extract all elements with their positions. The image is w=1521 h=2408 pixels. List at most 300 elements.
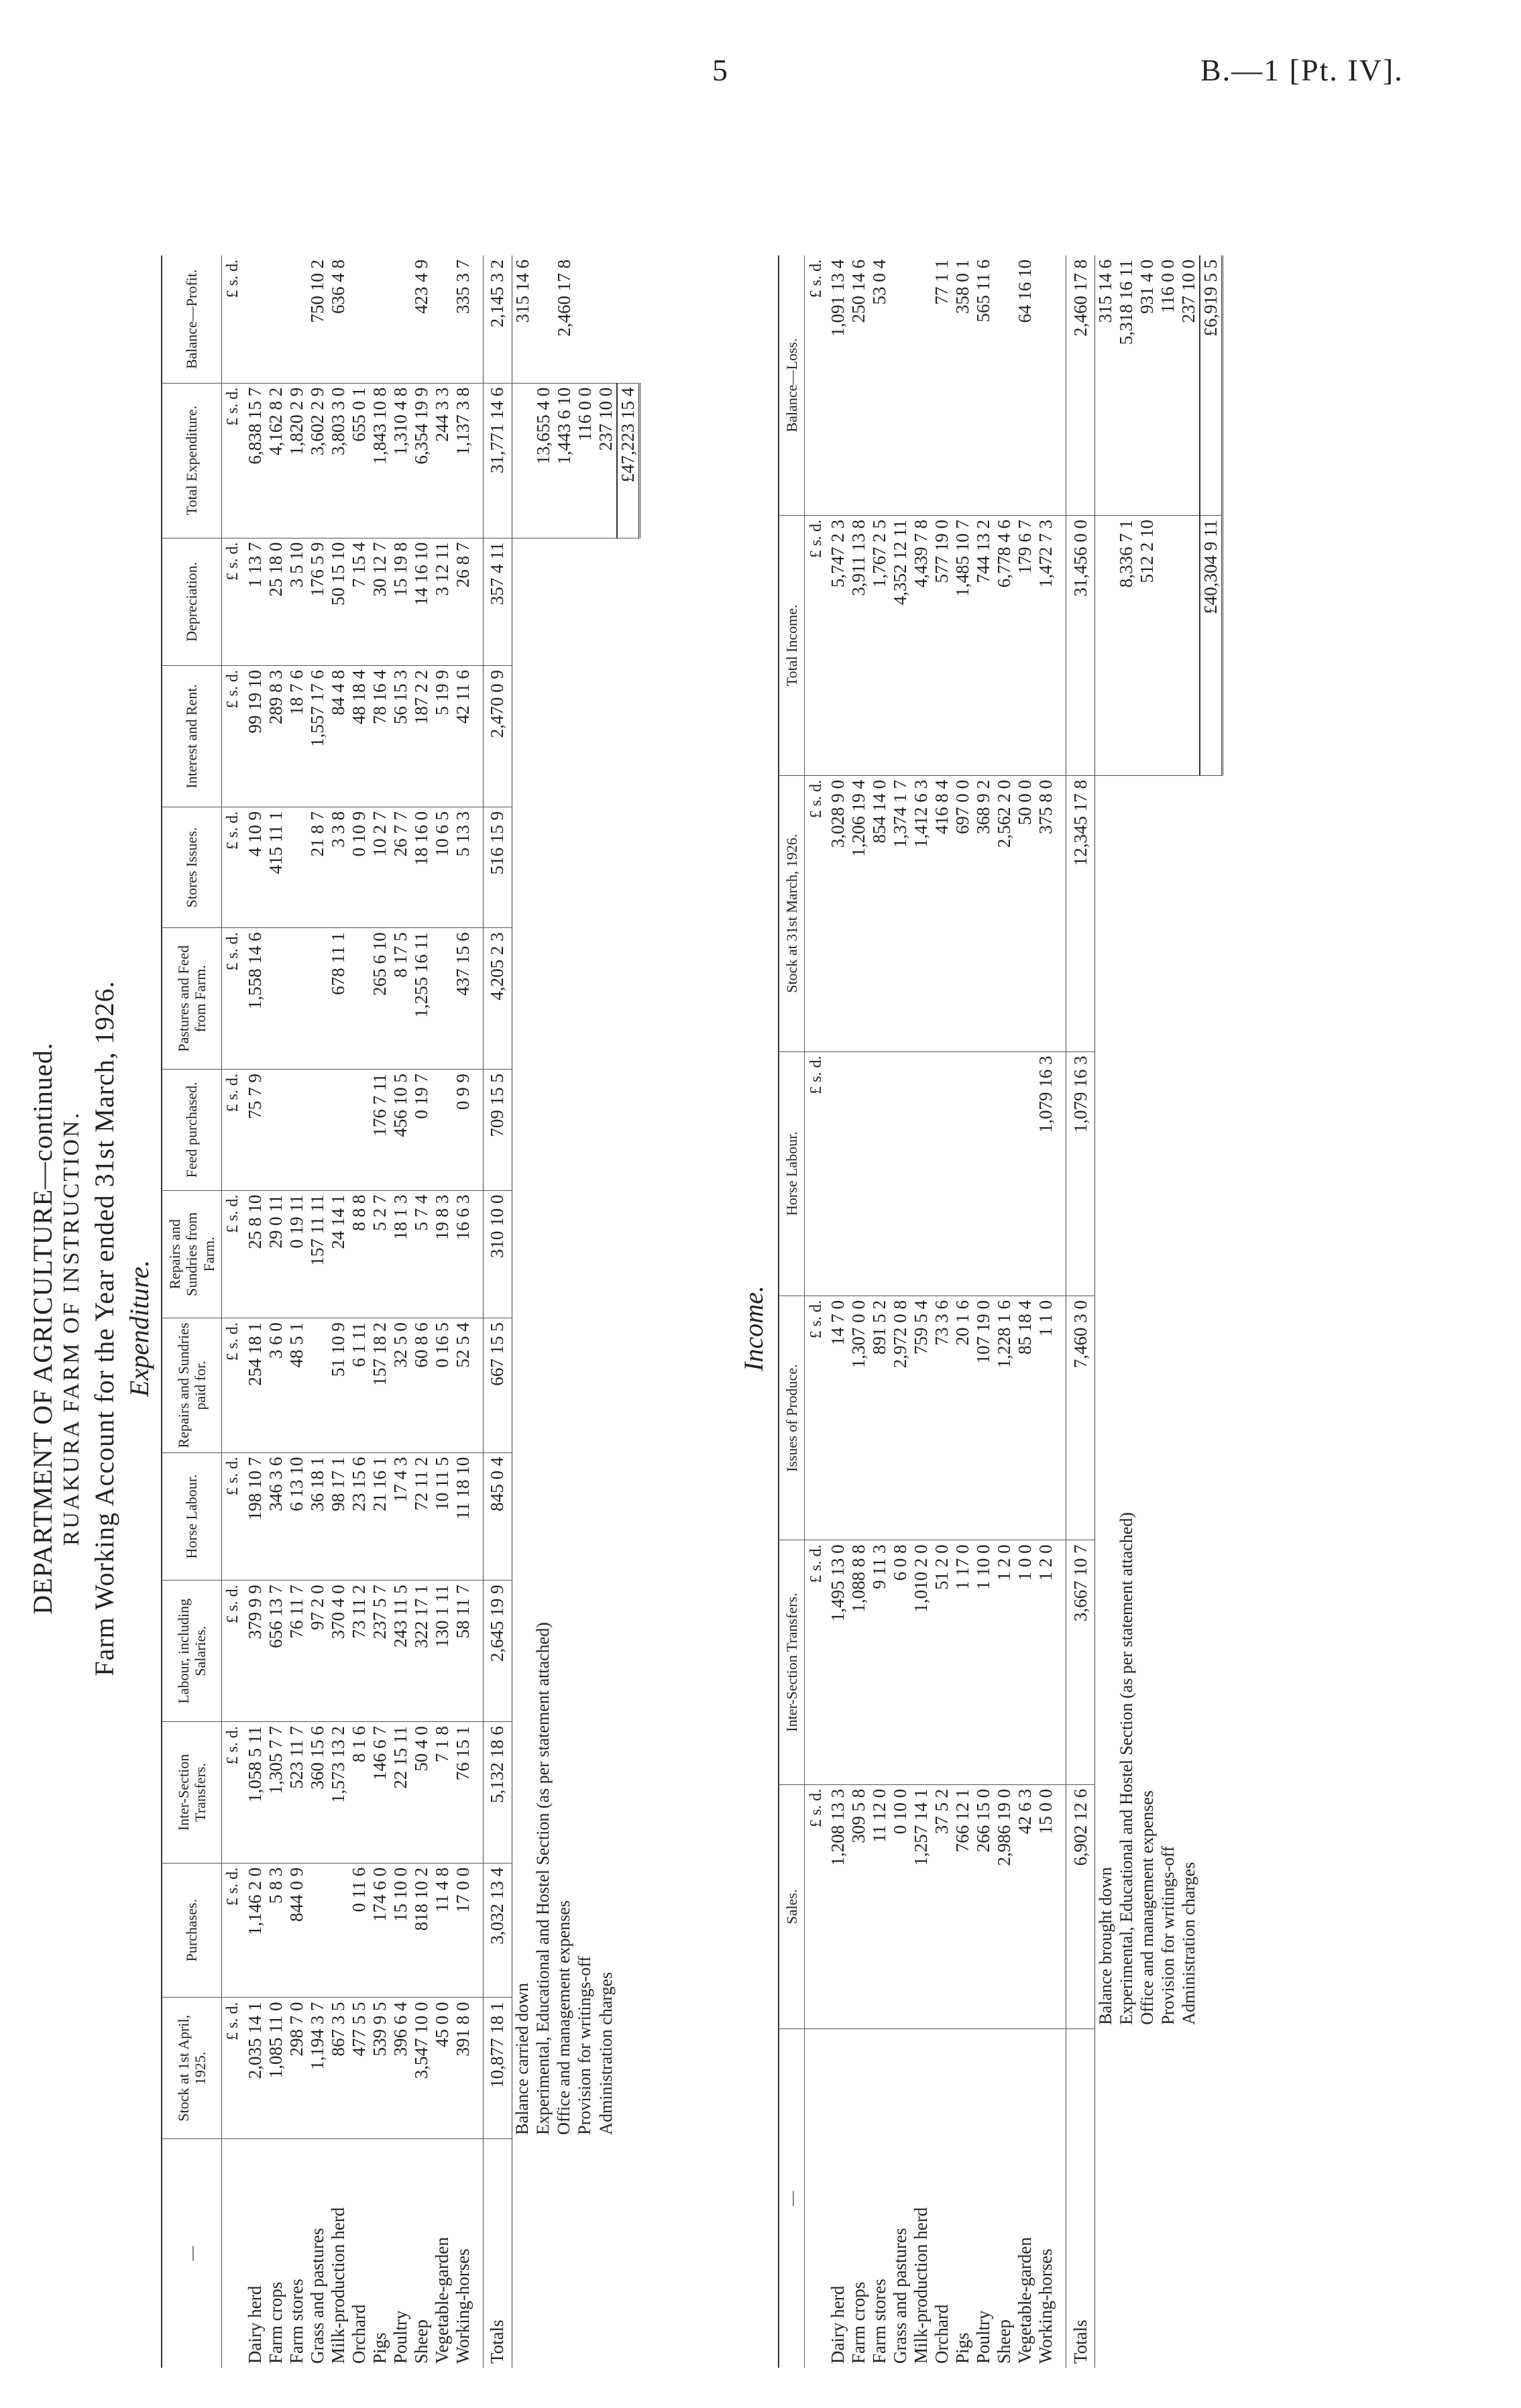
amount-cell: 17 4 3 [390,1452,411,1581]
column-header: Depreciation. [162,538,221,666]
summary-label: Office and management expenses [1137,1790,1157,2025]
amount-cell: 1,472 7 3 [1035,515,1056,775]
amount-cell: 2,986 19 0 [994,1784,1015,2028]
amount-cell: 53 0 4 [869,255,890,515]
amount-cell: 358 0 1 [952,255,973,515]
row-label: Vegetable-garden [1015,2237,1035,2364]
amount-cell: 375 8 0 [1035,775,1056,1051]
row-label: Vegetable-garden [431,2237,452,2364]
amount-cell [349,255,370,383]
total-cell: 12,345 17 8 [1066,775,1095,1051]
amount-cell: 17 0 0 [453,1863,473,1998]
amount-cell: 415 11 1 [266,807,286,927]
unit-cell: £ s. d. [221,1722,245,1864]
grand-total-row [617,255,640,2368]
amount-cell: 19 8 3 [432,1190,453,1318]
amount-cell [1035,255,1056,515]
row-label: Dairy herd [828,2285,848,2364]
amount-cell [828,1051,848,1296]
amount-cell: 289 8 3 [266,666,286,807]
table-row [848,255,869,2368]
account-title: Farm Working Account for the Year ended 31st March, 1926. [89,980,119,1676]
amount-cell: 370 4 0 [328,1581,349,1722]
amount-cell: 42 11 6 [453,666,473,807]
amount-cell: 1,557 17 6 [307,666,328,807]
amount-cell: 265 6 10 [370,928,390,1070]
amount-cell: 56 15 3 [390,666,411,807]
column-header: Stock at 31st March, 1926. [779,775,805,1051]
grand-total-income: £40,304 9 11 [1200,515,1223,775]
row-label: Farm crops [848,2281,869,2364]
amount-cell [286,928,307,1070]
unit-cell: £ s. d. [805,515,828,775]
table-row [828,255,848,2368]
amount-cell: 73 11 2 [349,1581,370,1722]
expenditure-table [161,255,640,2368]
farm-title: RUAKURA FARM OF INSTRUCTION. [59,1110,84,1546]
summary-label: Balance carried down [512,1983,532,2135]
unit-cell: £ s. d. [805,255,828,515]
amount-cell: 1,558 14 6 [245,928,266,1070]
amount-cell: 0 10 0 [890,1784,911,2028]
amount-cell: 1,206 19 4 [848,775,869,1051]
amount-cell: 97 2 0 [307,1581,328,1722]
amount-cell: 391 8 0 [453,1998,473,2139]
amount-cell: 1,412 6 3 [911,775,932,1051]
amount-cell: 11 12 0 [869,1784,890,2028]
table-row [973,255,994,2368]
summary-amount: 116 0 0 [1158,255,1178,515]
row-label: Orchard [932,2304,952,2364]
amount-cell: 20 1 6 [952,1296,973,1540]
row-label: Farm stores [869,2279,890,2364]
summary-label: Administration charges [1179,1861,1199,2025]
amount-cell: 577 19 0 [932,515,952,775]
amount-cell: 2,972 0 8 [890,1296,911,1540]
row-label: Orchard [348,2304,369,2364]
table-row [328,255,349,2368]
table-row [349,255,370,2368]
amount-cell: 42 6 3 [1015,1784,1035,2028]
amount-cell: 4,352 12 11 [890,515,911,775]
amount-cell: 22 15 11 [390,1722,411,1864]
amount-cell: 818 10 2 [411,1863,432,1998]
amount-cell: 48 5 1 [286,1318,307,1453]
amount-cell: 243 11 5 [390,1581,411,1722]
amount-cell: 75 7 9 [245,1070,266,1190]
column-header: Repairs and Sundries from Farm. [162,1190,221,1318]
column-header: Pastures and Feed from Farm. [162,928,221,1070]
amount-cell: 565 11 6 [973,255,994,515]
amount-cell: 77 1 1 [932,255,952,515]
amount-cell: 26 8 7 [453,538,473,666]
page-number: 5 [712,53,728,87]
amount-cell: 14 7 0 [828,1296,848,1540]
amount-cell: 3 6 0 [266,1318,286,1453]
amount-cell: 85 18 4 [1015,1296,1035,1540]
amount-cell: 146 6 7 [370,1722,390,1864]
column-header: Inter-Section Transfers. [162,1722,221,1864]
summary-label: Balance brought down [1095,1867,1115,2025]
amount-cell: 8 17 5 [390,928,411,1070]
amount-cell [307,1863,328,1998]
amount-cell: 750 10 2 [307,255,328,383]
summary-row [1158,255,1178,2368]
amount-cell: 157 18 2 [370,1318,390,1453]
summary-amount [512,383,533,538]
amount-cell: 1,146 2 0 [245,1863,266,1998]
unit-cell: £ s. d. [221,1070,245,1190]
amount-cell: 1 13 7 [245,538,266,666]
amount-cell: 5 7 4 [411,1190,432,1318]
total-cell: 709 15 5 [483,1070,512,1190]
column-header: Repairs and Sundries paid for. [162,1318,221,1453]
unit-cell: £ s. d. [221,666,245,807]
amount-cell: 18 7 6 [286,666,307,807]
amount-cell: 1,843 10 8 [370,383,390,538]
total-cell: 2,460 17 8 [1066,255,1095,515]
amount-cell: 9 11 3 [869,1540,890,1784]
amount-cell: 1,307 0 0 [848,1296,869,1540]
row-label: Working-horses [1035,2248,1056,2364]
expenditure-title: Expenditure. [124,1260,154,1397]
table-row [432,255,453,2368]
amount-cell: 176 5 9 [307,538,328,666]
amount-cell: 8 1 6 [349,1722,370,1864]
table-row [266,255,286,2368]
amount-cell: 250 14 6 [848,255,869,515]
summary-amount [1095,515,1117,775]
unit-cell: £ s. d. [221,1863,245,1998]
amount-cell: 655 0 1 [349,383,370,538]
amount-cell: 99 19 10 [245,666,266,807]
amount-cell: 298 7 0 [286,1998,307,2139]
amount-cell: 437 15 6 [453,928,473,1070]
unit-cell: £ s. d. [221,255,245,383]
amount-cell [911,1051,932,1296]
column-header: — [779,2029,805,2368]
amount-cell: 1 1 0 [1035,1296,1056,1540]
amount-cell [432,255,453,383]
amount-cell [245,255,266,383]
total-cell: 3,667 10 7 [1066,1540,1095,1784]
table-row [390,255,411,2368]
unit-cell: £ s. d. [221,928,245,1070]
unit-cell: £ s. d. [805,1296,828,1540]
amount-cell: 84 4 8 [328,666,349,807]
amount-cell: 1,058 5 11 [245,1722,266,1864]
total-cell: 3,032 13 4 [483,1863,512,1998]
amount-cell [432,928,453,1070]
amount-cell: 3,547 10 0 [411,1998,432,2139]
amount-cell: 30 12 7 [370,538,390,666]
total-cell: 2,145 3 2 [483,255,512,383]
amount-cell: 759 5 4 [911,1296,932,1540]
amount-cell: 1,305 7 7 [266,1722,286,1864]
amount-cell: 1,194 3 7 [307,1998,328,2139]
amount-cell: 73 3 6 [932,1296,952,1540]
amount-cell [890,1051,911,1296]
spacer-row [1056,255,1066,2368]
unit-cell [805,2029,828,2368]
amount-cell: 130 1 11 [432,1581,453,1722]
amount-cell: 50 0 0 [1015,775,1035,1051]
unit-cell: £ s. d. [805,1784,828,2028]
amount-cell: 6,838 15 7 [245,383,266,538]
amount-cell: 72 11 2 [411,1452,432,1581]
amount-cell: 1 10 0 [973,1540,994,1784]
summary-row [1116,255,1137,2368]
summary-label: Provision for writings-off [575,1955,595,2135]
amount-cell: 5,747 2 3 [828,515,848,775]
table-row [245,255,266,2368]
table-row [1035,255,1056,2368]
amount-cell: 1,573 13 2 [328,1722,349,1864]
total-cell: 4,205 2 3 [483,928,512,1070]
column-header: Horse Labour. [162,1452,221,1581]
amount-cell: 5 8 3 [266,1863,286,1998]
amount-cell [307,1070,328,1190]
amount-cell: 176 7 11 [370,1070,390,1190]
amount-cell [848,1051,869,1296]
row-label: Pigs [369,2332,390,2364]
amount-cell: 11 4 8 [432,1863,453,1998]
amount-cell: 2,035 14 1 [245,1998,266,2139]
amount-cell: 8 8 8 [349,1190,370,1318]
amount-cell: 15 0 0 [1035,1784,1056,2028]
amount-cell: 36 18 1 [307,1452,328,1581]
summary-label: Provision for writings-off [1158,1845,1178,2025]
amount-cell: 523 11 7 [286,1722,307,1864]
unit-cell: £ s. d. [805,775,828,1051]
amount-cell [869,1051,890,1296]
summary-label: Experimental, Educational and Hostel Section (as per statement attached) [533,1622,553,2135]
amount-cell: 7 15 4 [349,538,370,666]
unit-cell: £ s. d. [221,1318,245,1453]
amount-cell: 854 14 0 [869,775,890,1051]
total-cell: 7,460 3 0 [1066,1296,1095,1540]
amount-cell: 198 10 7 [245,1452,266,1581]
amount-cell: 766 12 1 [952,1784,973,2028]
amount-cell: 5 13 3 [453,807,473,927]
amount-cell [973,1051,994,1296]
column-header: Inter-Section Transfers. [779,1540,805,1784]
unit-row [805,255,828,2368]
summary-amount [1178,515,1200,775]
amount-cell: 48 18 4 [349,666,370,807]
amount-cell: 477 5 5 [349,1998,370,2139]
amount-cell: 697 0 0 [952,775,973,1051]
amount-cell: 1 2 0 [1035,1540,1056,1784]
table-row [994,255,1015,2368]
total-cell: 2,470 0 9 [483,666,512,807]
column-header: Feed purchased. [162,1070,221,1190]
total-cell: 6,902 12 6 [1066,1784,1095,2028]
amount-cell [349,1070,370,1190]
amount-cell: 456 10 5 [390,1070,411,1190]
unit-cell: £ s. d. [221,538,245,666]
summary-amount [1158,515,1178,775]
amount-cell: 360 15 6 [307,1722,328,1864]
amount-cell: 6 0 8 [890,1540,911,1784]
column-header: Labour, including Salaries. [162,1581,221,1722]
amount-cell: 174 6 0 [370,1863,390,1998]
amount-cell: 656 13 7 [266,1581,286,1722]
amount-cell: 6 1 11 [349,1318,370,1453]
amount-cell: 1 0 0 [1015,1540,1035,1784]
row-label: Poultry [390,2310,410,2364]
summary-row [554,255,575,2368]
unit-cell: £ s. d. [805,1540,828,1784]
amount-cell [286,255,307,383]
amount-cell: 867 3 5 [328,1998,349,2139]
amount-cell: 4,162 8 2 [266,383,286,538]
column-header: — [162,2139,221,2368]
amount-cell: 1,374 1 7 [890,775,911,1051]
amount-cell: 3,028 9 0 [828,775,848,1051]
summary-row [575,255,596,2368]
amount-cell: 6 13 10 [286,1452,307,1581]
amount-cell: 107 19 0 [973,1296,994,1540]
amount-cell: 21 16 1 [370,1452,390,1581]
summary-amount [575,255,596,383]
amount-cell: 1,485 10 7 [952,515,973,775]
total-cell: 516 15 9 [483,807,512,927]
amount-cell: 1,495 13 0 [828,1540,848,1784]
amount-cell: 539 9 5 [370,1998,390,2139]
amount-cell: 891 5 2 [869,1296,890,1540]
summary-row [596,255,617,2368]
amount-cell [328,1070,349,1190]
row-label: Milk-production herd [911,2207,932,2364]
summary-row [512,255,533,2368]
amount-cell: 98 17 1 [328,1452,349,1581]
unit-cell: £ s. d. [221,1452,245,1581]
column-header: Total Expenditure. [162,383,221,538]
summary-amount: 315 14 6 [512,255,533,383]
amount-cell: 52 5 4 [453,1318,473,1453]
amount-cell: 18 16 0 [411,807,432,927]
row-label: Farm stores [286,2279,306,2364]
amount-cell: 1,010 2 0 [911,1540,932,1784]
amount-cell: 14 16 10 [411,538,432,666]
totals-label: Totals [483,2139,512,2368]
amount-cell: 76 15 1 [453,1722,473,1864]
page-reference: B.—1 [Pt. IV]. [1200,53,1404,87]
table-row [411,255,432,2368]
column-header: Horse Labour. [779,1051,805,1296]
total-cell: 31,771 14 6 [483,383,512,538]
summary-row [533,255,554,2368]
amount-cell: 78 16 4 [370,666,390,807]
amount-cell: 3 12 11 [432,538,453,666]
summary-row [1178,255,1200,2368]
column-header: Purchases. [162,1863,221,1998]
amount-cell [890,255,911,515]
summary-amount: 13,655 4 0 [533,383,554,538]
amount-cell: 6,354 19 9 [411,383,432,538]
amount-cell: 0 11 6 [349,1863,370,1998]
amount-cell: 11 18 10 [453,1452,473,1581]
amount-cell: 0 9 9 [453,1070,473,1190]
summary-amount: 2,460 17 8 [554,255,575,383]
amount-cell: 50 4 0 [411,1722,432,1864]
amount-cell: 1,137 3 8 [453,383,473,538]
unit-cell [221,2139,245,2368]
total-cell: 5,132 18 6 [483,1722,512,1864]
table-row [453,255,473,2368]
amount-cell: 0 10 9 [349,807,370,927]
summary-row [1095,255,1117,2368]
table-row [307,255,328,2368]
unit-row [221,255,245,2368]
summary-label: Experimental, Educational and Hostel Section (as per statement attached) [1116,1512,1136,2025]
row-label: Sheep [994,2319,1015,2364]
total-cell: 10,877 18 1 [483,1998,512,2139]
amount-cell: 1,079 16 3 [1035,1051,1056,1296]
total-cell: 357 4 11 [483,538,512,666]
total-cell: 845 0 4 [483,1452,512,1581]
amount-cell [994,255,1015,515]
unit-cell: £ s. d. [221,1998,245,2139]
amount-cell: 1,228 1 6 [994,1296,1015,1540]
row-label: Pigs [952,2332,973,2364]
amount-cell: 266 15 0 [973,1784,994,2028]
row-label: Grass and pastures [306,2228,327,2364]
amount-cell: 32 5 0 [390,1318,411,1453]
amount-cell: 0 16 5 [432,1318,453,1453]
amount-cell [390,255,411,383]
unit-cell: £ s. d. [805,1051,828,1296]
table-row [952,255,973,2368]
amount-cell: 1,208 13 3 [828,1784,848,2028]
total-cell: 2,645 19 9 [483,1581,512,1722]
amount-cell: 51 2 0 [932,1540,952,1784]
column-header: Stores Issues. [162,807,221,927]
amount-cell: 346 3 6 [266,1452,286,1581]
amount-cell: 37 5 2 [932,1784,952,2028]
amount-cell [1015,1051,1035,1296]
amount-cell: 45 0 0 [432,1998,453,2139]
amount-cell: 58 11 7 [453,1581,473,1722]
table-row [890,255,911,2368]
amount-cell: 423 4 9 [411,255,432,383]
summary-amount [596,255,617,383]
amount-cell: 18 1 3 [390,1190,411,1318]
amount-cell [911,255,932,515]
amount-cell: 678 11 1 [328,928,349,1070]
amount-cell: 1,088 8 8 [848,1540,869,1784]
summary-amount [533,255,554,383]
row-label: Sheep [410,2319,431,2364]
amount-cell: 10 11 5 [432,1452,453,1581]
amount-cell: 1,310 4 8 [390,383,411,538]
amount-cell [349,928,370,1070]
amount-cell [994,1051,1015,1296]
summary-amount: 1,443 6 10 [554,383,575,538]
row-label: Dairy herd [244,2285,265,2364]
column-header: Sales. [779,1784,805,2028]
amount-cell: 3,803 3 0 [328,383,349,538]
amount-cell: 396 6 4 [390,1998,411,2139]
amount-cell: 15 10 0 [390,1863,411,1998]
column-header: Issues of Produce. [779,1296,805,1540]
amount-cell [952,1051,973,1296]
amount-cell: 0 19 11 [286,1190,307,1318]
summary-amount: 931 4 0 [1137,255,1158,515]
amount-cell: 23 15 6 [349,1452,370,1581]
amount-cell: 157 11 11 [307,1190,328,1318]
